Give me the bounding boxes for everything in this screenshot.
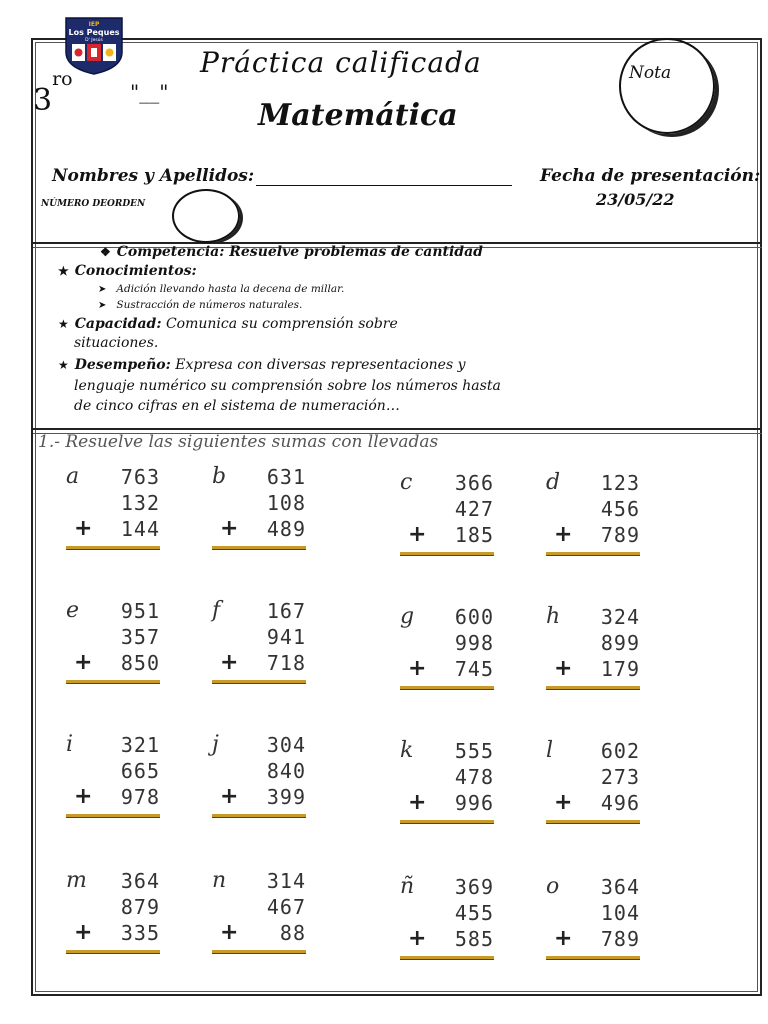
addend-1: 324 [600, 605, 640, 629]
diamond-bullet-icon: ❖ [100, 245, 111, 259]
addend-2: 879 [120, 895, 160, 919]
logo-sub: IEP [88, 21, 100, 28]
addend-2: 899 [600, 631, 640, 655]
plus-icon: + [74, 516, 93, 541]
date-value: 23/05/22 [596, 190, 675, 209]
plus-icon: + [408, 656, 427, 681]
addend-1: 600 [454, 605, 494, 629]
addition-problem [400, 470, 520, 570]
sum-line[interactable] [400, 820, 494, 824]
plus-icon: + [220, 650, 239, 675]
addend-3: 789 [600, 523, 640, 547]
plus-icon: + [408, 790, 427, 815]
addition-problem [212, 598, 332, 698]
addend-2: 427 [454, 497, 494, 521]
addend-1: 366 [454, 471, 494, 495]
addend-1: 123 [600, 471, 640, 495]
order-number-label: NÚMERO DEORDEN [41, 199, 146, 209]
sum-line[interactable] [66, 680, 160, 684]
problem-letter: k [400, 738, 414, 763]
sum-line[interactable] [212, 680, 306, 684]
addend-2: 478 [454, 765, 494, 789]
desempeno-line2: lenguaje numérico su comprensión sobre los números hasta [74, 378, 501, 394]
addition-problem [66, 598, 186, 698]
addition-problem [66, 868, 186, 968]
sum-line[interactable] [400, 956, 494, 960]
logo-name: Los Peques [68, 28, 120, 37]
addition-problem [400, 874, 520, 974]
plus-icon: + [220, 516, 239, 541]
arrow-bullet-icon: ➤ [98, 300, 107, 311]
names-field-line[interactable] [256, 185, 512, 186]
plus-icon: + [408, 926, 427, 951]
addend-1: 167 [266, 599, 306, 623]
competencies-divider [33, 428, 762, 430]
problem-letter: c [400, 470, 413, 495]
addition-problem [212, 732, 332, 832]
problem-letter: l [546, 738, 554, 763]
sum-line[interactable] [546, 956, 640, 960]
sum-line[interactable] [400, 686, 494, 690]
star-bullet-icon: ★ [58, 317, 69, 331]
addend-2: 941 [266, 625, 306, 649]
addend-3: 179 [600, 657, 640, 681]
plus-icon: + [554, 926, 573, 951]
addend-1: 763 [120, 465, 160, 489]
addition-problem [212, 868, 332, 968]
addend-1: 631 [266, 465, 306, 489]
addend-3: 718 [266, 651, 306, 675]
sum-line[interactable] [66, 950, 160, 954]
addend-1: 369 [454, 875, 494, 899]
problem-letter: h [546, 604, 561, 629]
sum-line[interactable] [546, 820, 640, 824]
conocimientos-heading: ★ Conocimientos: [58, 263, 197, 279]
addition-problem [66, 464, 186, 564]
addend-1: 364 [120, 869, 160, 893]
sum-line[interactable] [66, 546, 160, 550]
addend-3: 850 [120, 651, 160, 675]
addend-2: 273 [600, 765, 640, 789]
problem-letter: o [546, 874, 560, 899]
conocimiento-item: ➤ Sustracción de números naturales. [98, 299, 303, 311]
addend-1: 304 [266, 733, 306, 757]
addend-1: 602 [600, 739, 640, 763]
desempeno-line3: de cinco cifras en el sistema de numeración… [74, 398, 400, 414]
problem-letter: m [66, 868, 87, 893]
grade-label: $3^{ro}$ [33, 68, 73, 118]
addend-1: 951 [120, 599, 160, 623]
problem-letter: ñ [400, 874, 415, 899]
addend-2: 998 [454, 631, 494, 655]
addend-2: 665 [120, 759, 160, 783]
problem-letter: b [212, 464, 227, 489]
addend-3: 144 [120, 517, 160, 541]
addend-3: 489 [266, 517, 306, 541]
sum-line[interactable] [546, 686, 640, 690]
addend-2: 840 [266, 759, 306, 783]
addend-3: 399 [266, 785, 306, 809]
addition-problem [546, 604, 666, 704]
logo-motto: D' Jesús [85, 38, 103, 43]
addend-3: 789 [600, 927, 640, 951]
problem-letter: g [400, 604, 415, 629]
sum-line[interactable] [212, 546, 306, 550]
addition-problem [400, 604, 520, 704]
addend-3: 585 [454, 927, 494, 951]
addition-problem [546, 738, 666, 838]
addend-2: 357 [120, 625, 160, 649]
nota-label: Nota [629, 63, 672, 83]
addend-2: 104 [600, 901, 640, 925]
competencia-text: ❖ Competencia: Resuelve problemas de cantidad [100, 244, 483, 260]
addition-problem [400, 738, 520, 838]
subject-title: Matemática [258, 98, 458, 133]
addend-2: 467 [266, 895, 306, 919]
section-label: "__" [130, 80, 169, 104]
capacidad-text: ★ Capacidad: Comunica su comprensión sobre [58, 316, 398, 332]
addition-problem [66, 732, 186, 832]
conocimiento-item: ➤ Adición llevando hasta la decena de millar. [98, 283, 345, 295]
addend-3: 996 [454, 791, 494, 815]
addend-2: 455 [454, 901, 494, 925]
arrow-bullet-icon: ➤ [98, 284, 107, 295]
addend-3: 496 [600, 791, 640, 815]
plus-icon: + [74, 920, 93, 945]
sum-line[interactable] [66, 814, 160, 818]
addend-3: 185 [454, 523, 494, 547]
addend-3: 335 [120, 921, 160, 945]
addition-problem [546, 470, 666, 570]
problem-letter: n [212, 868, 227, 893]
problem-letter: a [66, 464, 80, 489]
plus-icon: + [554, 790, 573, 815]
problem-letter: i [66, 732, 74, 757]
problem-letter: f [212, 598, 221, 623]
star-bullet-icon: ★ [58, 264, 69, 278]
addend-1: 314 [266, 869, 306, 893]
date-label: Fecha de presentación: [540, 166, 761, 186]
addend-1: 321 [120, 733, 160, 757]
page-title: Práctica calificada [200, 46, 482, 79]
desempeno-text: ★ Desempeño: Expresa con diversas representaciones y [58, 357, 466, 373]
sum-line[interactable] [546, 552, 640, 556]
names-label: Nombres y Apellidos: [52, 166, 255, 186]
addend-1: 555 [454, 739, 494, 763]
addition-problem [212, 464, 332, 564]
school-logo [62, 14, 126, 76]
addend-3: 745 [454, 657, 494, 681]
sum-line[interactable] [400, 552, 494, 556]
problem-letter: d [546, 470, 561, 495]
order-number-circle[interactable] [172, 189, 240, 243]
plus-icon: + [220, 920, 239, 945]
addend-2: 456 [600, 497, 640, 521]
sum-line[interactable] [212, 950, 306, 954]
plus-icon: + [554, 656, 573, 681]
addend-2: 132 [120, 491, 160, 515]
problem-letter: j [212, 732, 219, 757]
plus-icon: + [408, 522, 427, 547]
exercise-instruction: 1.- Resuelve las siguientes sumas con llevadas [38, 432, 439, 452]
addend-3: 88 [279, 921, 306, 945]
sum-line[interactable] [212, 814, 306, 818]
grade-circle[interactable] [619, 38, 715, 134]
addend-1: 364 [600, 875, 640, 899]
plus-icon: + [74, 650, 93, 675]
addend-3: 978 [120, 785, 160, 809]
plus-icon: + [220, 784, 239, 809]
addition-problem [546, 874, 666, 974]
problem-letter: e [66, 598, 80, 623]
plus-icon: + [554, 522, 573, 547]
plus-icon: + [74, 784, 93, 809]
star-bullet-icon: ★ [58, 358, 69, 372]
addend-2: 108 [266, 491, 306, 515]
capacidad-line2: situaciones. [74, 335, 159, 351]
